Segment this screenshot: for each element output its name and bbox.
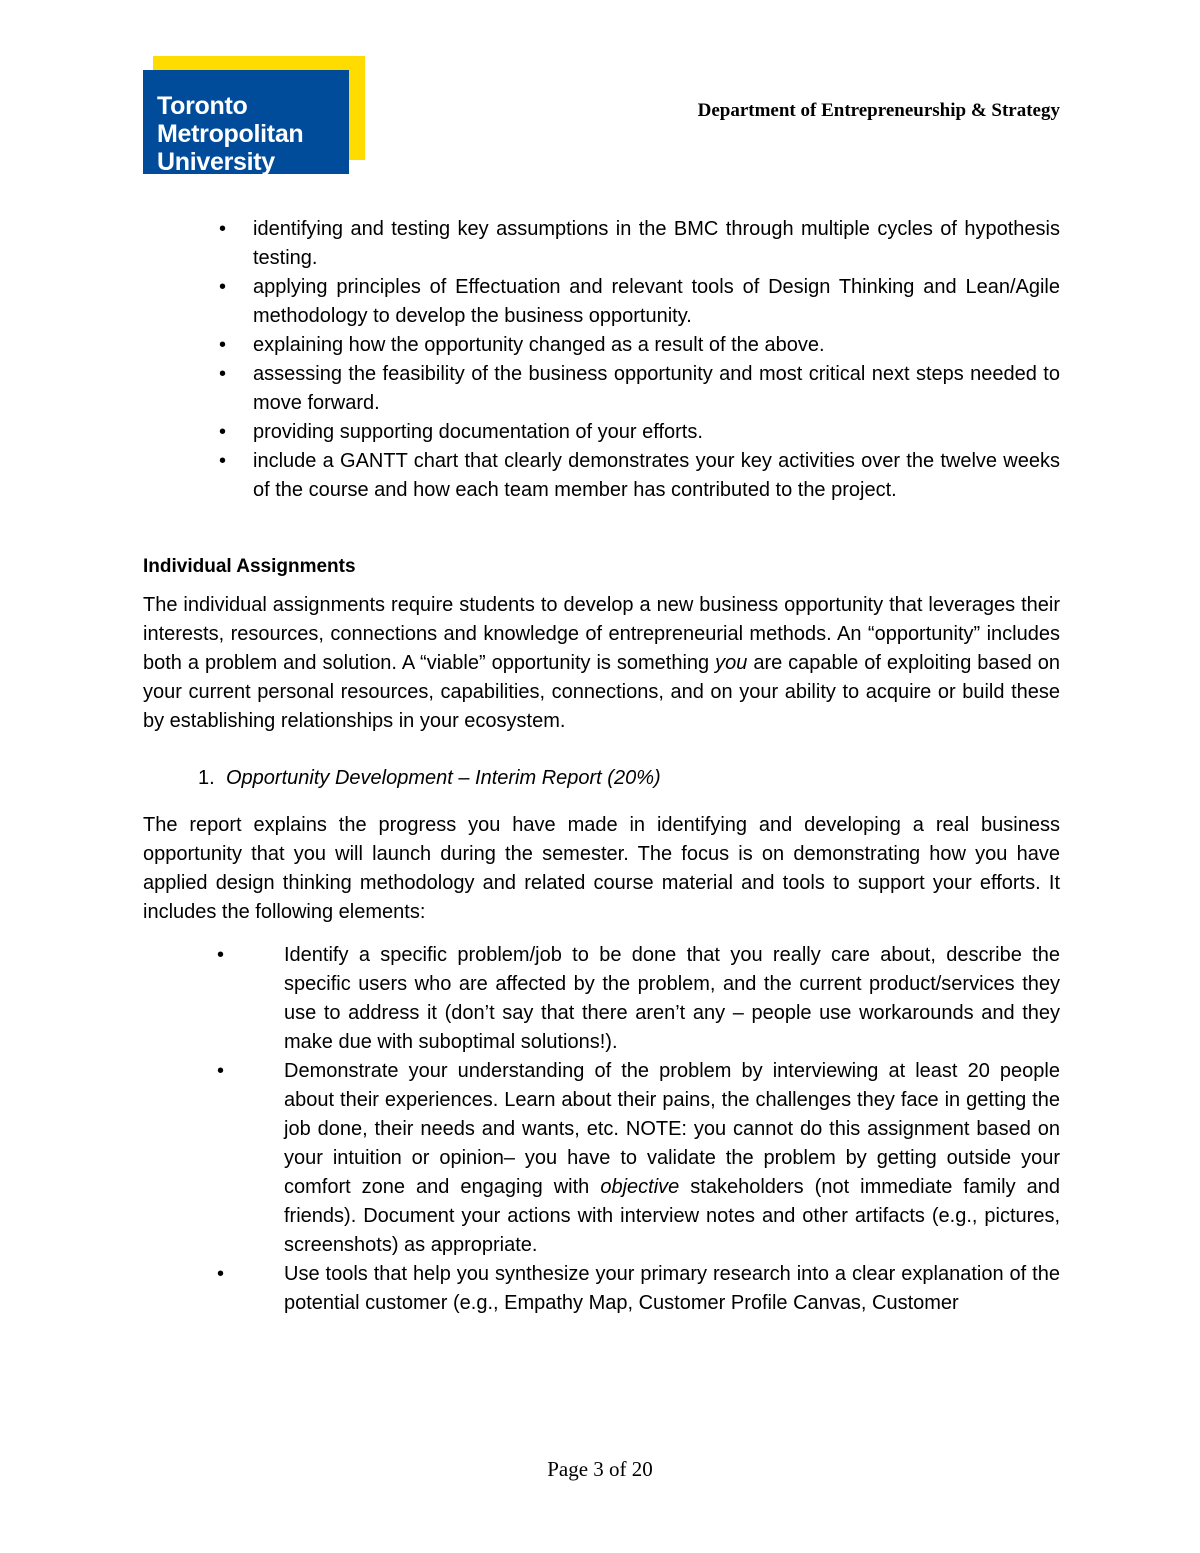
numbered-subheading: 1. Opportunity Development – Interim Report (20%) bbox=[198, 767, 661, 789]
logo-line: Toronto bbox=[157, 92, 248, 120]
list-item: • include a GANTT chart that clearly demonstrates your key activities over the twelve weeks of the course and how each team member has contributed to the project. bbox=[143, 447, 1060, 505]
page-number: Page 3 of 20 bbox=[547, 1457, 653, 1481]
bullet-icon: • bbox=[217, 1060, 225, 1082]
bullet-icon: • bbox=[219, 421, 227, 443]
logo-line: Metropolitan bbox=[157, 120, 304, 148]
bullet-icon: • bbox=[219, 450, 227, 472]
university-logo bbox=[143, 56, 365, 174]
list-item: • Identify a specific problem/job to be done that you really care about, describe the specific users who are affected by the problem, and the current product/services they use to address it (don’t say that there aren’t any – people use workarounds and they make due with suboptimal solutions!). bbox=[143, 941, 1060, 1057]
list-item: • providing supporting documentation of your efforts. bbox=[143, 418, 1060, 447]
bullet-icon: • bbox=[219, 218, 227, 240]
list-item: • explaining how the opportunity changed as a result of the above. bbox=[143, 331, 1060, 360]
bullet-icon: • bbox=[217, 1263, 225, 1285]
bullet-icon: • bbox=[219, 276, 227, 298]
report-intro-paragraph: The report explains the progress you have made in identifying and developing a real business opportunity that you will launch during the semester. The focus is on demonstrating how you have applied design thinking methodology and related course material and tools to support your efforts. It includes the following elements: bbox=[143, 814, 1060, 923]
document-body bbox=[143, 215, 1060, 1318]
assessment-bullet-list bbox=[143, 215, 1060, 505]
bullet-icon: • bbox=[219, 363, 227, 385]
bullet-icon: • bbox=[219, 334, 227, 356]
bullet-icon: • bbox=[217, 944, 225, 966]
list-item: • Demonstrate your understanding of the problem by interviewing at least 20 people about their experiences. Learn about their pains, the challenges they face in getting the job done, their needs and wants, etc. NOTE: you cannot do this assignment based on your intuition or opinion– you have to validate the problem by getting outside your comfort zone and engaging with objective stakeholders (not immediate family and friends). Document your actions with interview notes and other artifacts (e.g., pictures, screenshots) as appropriate. bbox=[143, 1057, 1060, 1260]
list-item: • assessing the feasibility of the business opportunity and most critical next steps needed to move forward. bbox=[143, 360, 1060, 418]
list-item: • identifying and testing key assumptions in the BMC through multiple cycles of hypothesis testing. bbox=[143, 215, 1060, 273]
list-item: • applying principles of Effectuation and relevant tools of Design Thinking and Lean/Agile methodology to develop the business opportunity. bbox=[143, 273, 1060, 331]
logo-blue-block bbox=[143, 70, 349, 174]
department-header: Department of Entrepreneurship & Strategy bbox=[697, 100, 1060, 121]
list-item: • Use tools that help you synthesize your primary research into a clear explanation of the potential customer (e.g., Empathy Map, Customer Profile Canvas, Customer bbox=[143, 1260, 1060, 1318]
logo-wordmark bbox=[157, 92, 303, 176]
logo-line: University bbox=[157, 148, 275, 176]
individual-paragraph: The individual assignments require students to develop a new business opportunity that leverages their interests, resources, connections and knowledge of entrepreneurial methods. An “opportunity” includes both a problem and solution. A “viable” opportunity is something you are capable of exploiting based on your current personal resources, capabilities, connections, and on your ability to acquire or build these by establishing relationships in your ecosystem. bbox=[143, 594, 1060, 732]
report-elements-list bbox=[143, 941, 1060, 1318]
section-heading: Individual Assignments bbox=[143, 556, 356, 577]
